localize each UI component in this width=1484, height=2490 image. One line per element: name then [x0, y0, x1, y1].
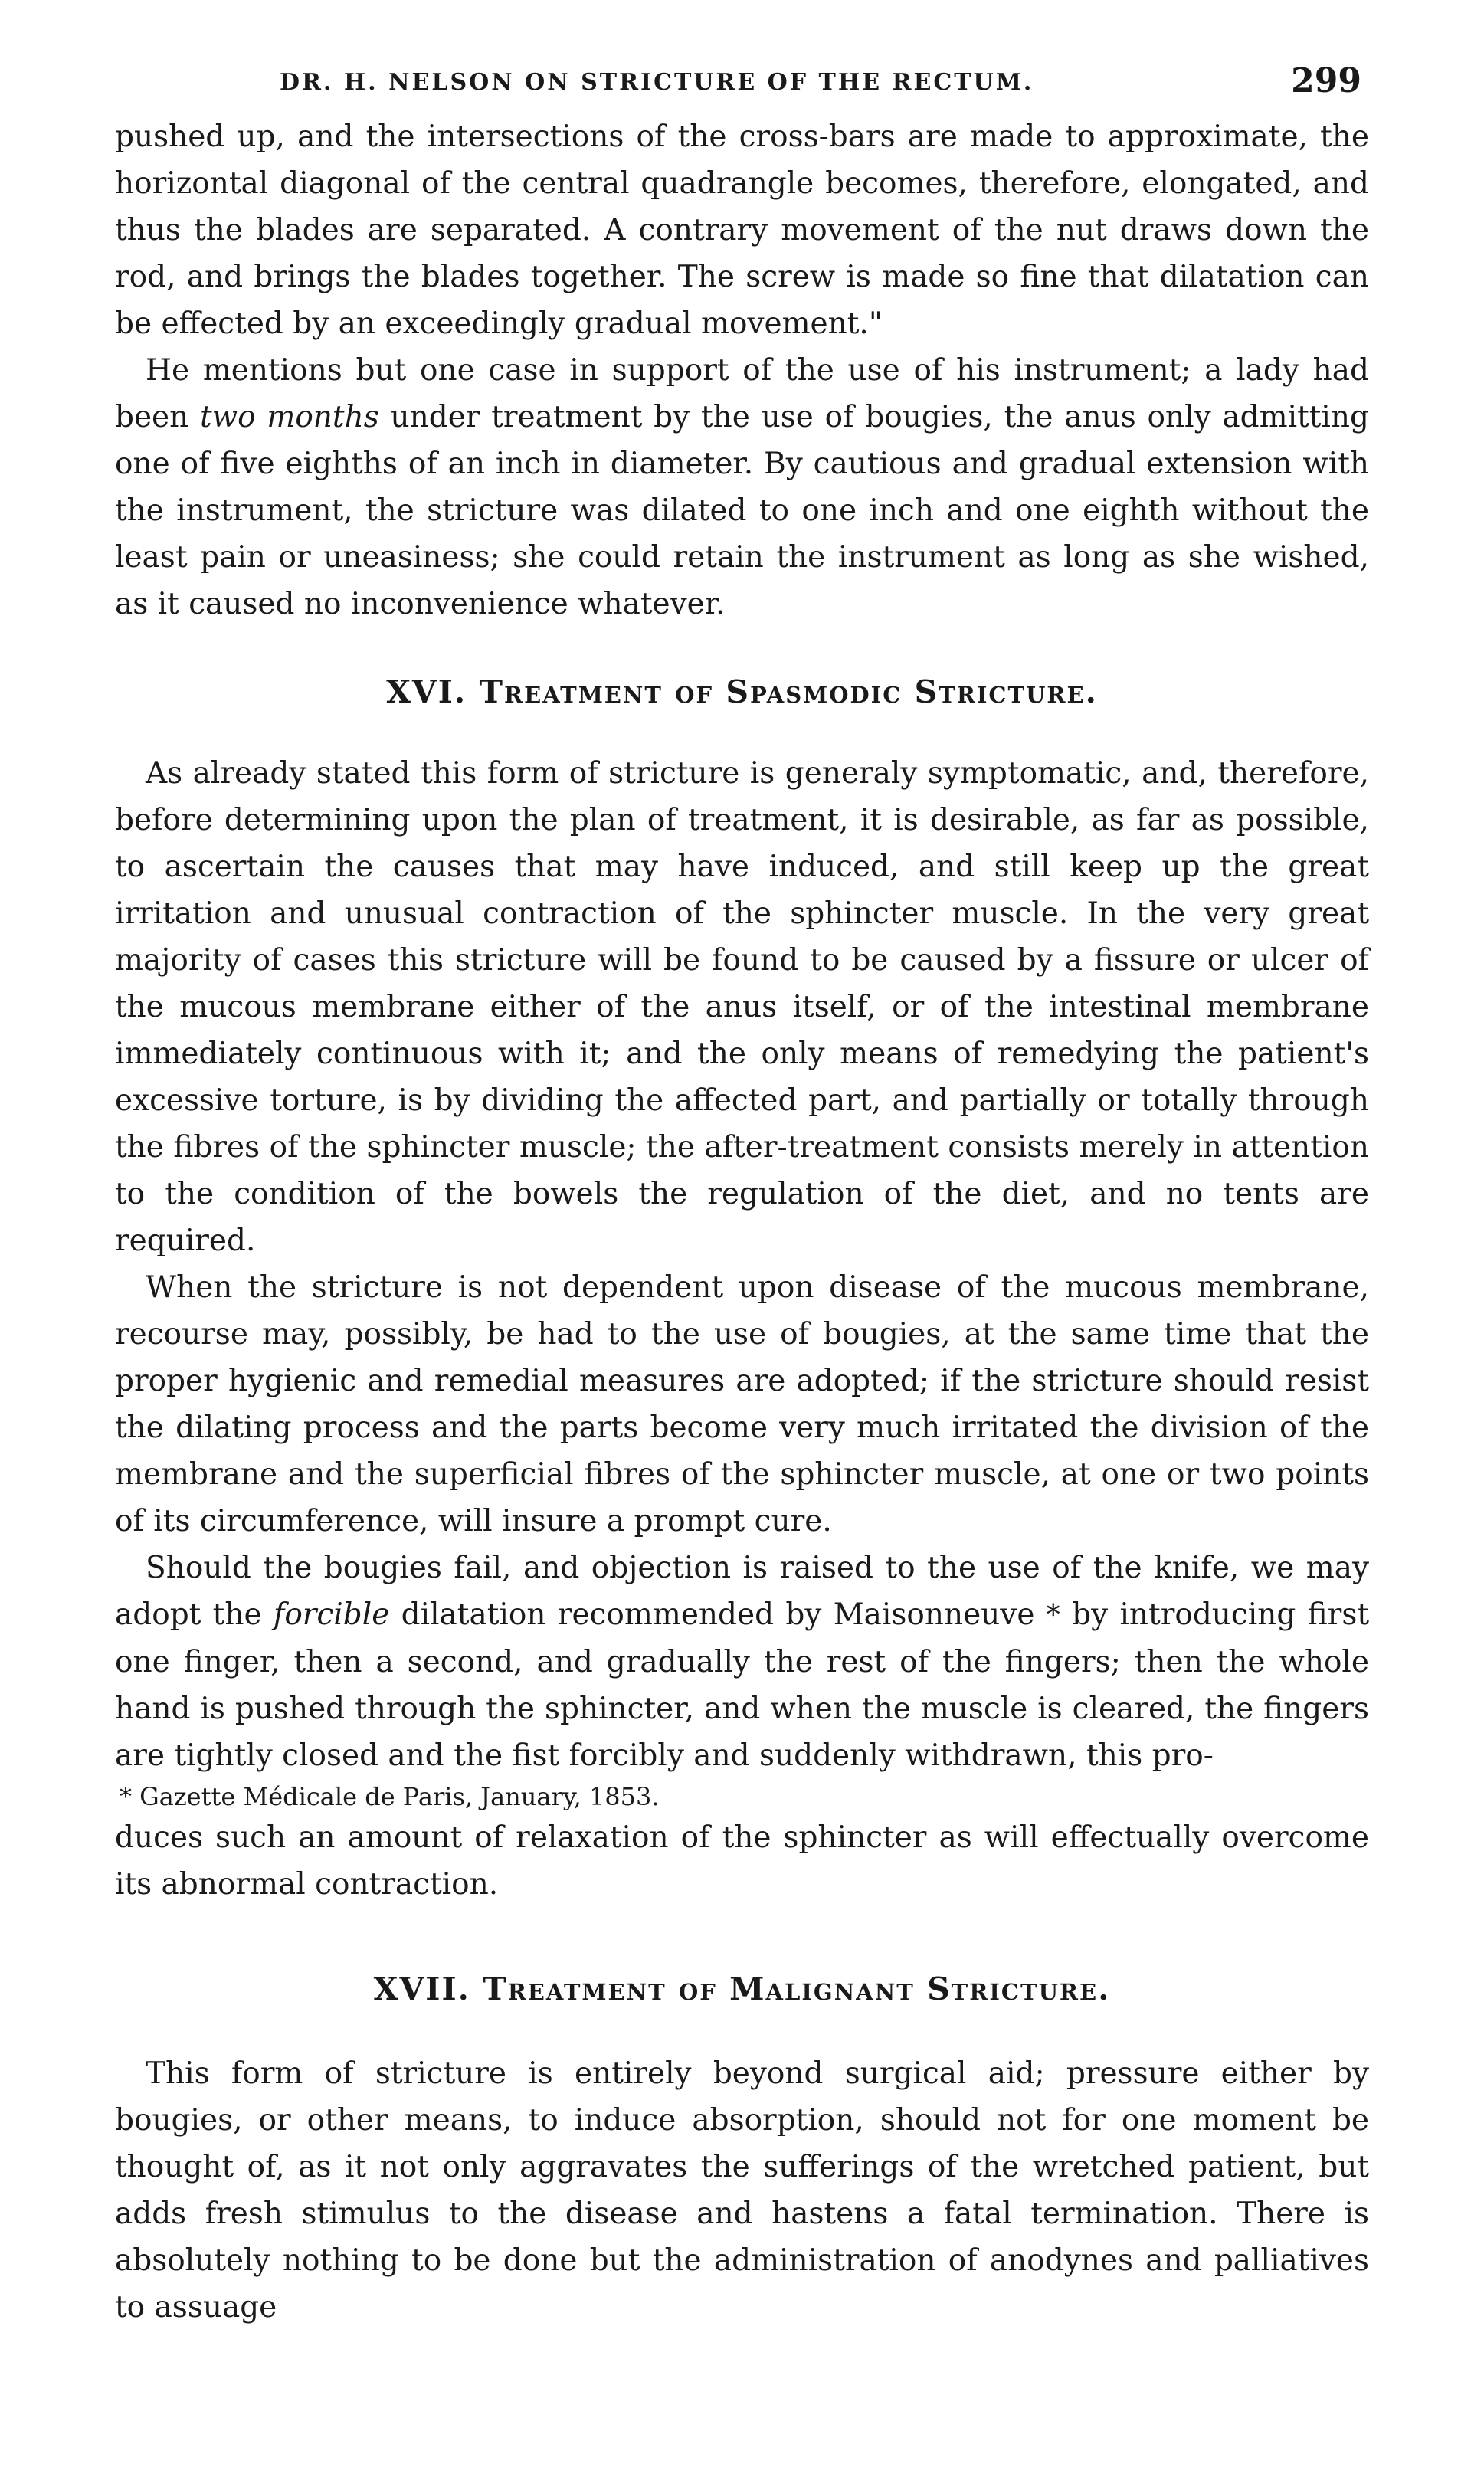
case-report-text-a: He mentions but one case in support of the use of his instrument; a lady had been	[115, 353, 1369, 434]
dilatation-text-c: by introducing first one finger, then a second, and gradually the rest of the fingers; then the whole hand is pushed through the sphincter, and when the muscle is cleared, the fingers are tightly closed and the fist forcibly and suddenly withdrawn, this pro-	[115, 1597, 1370, 1773]
dilatation-text-b: dilatation recommended by Maisonneuve	[389, 1597, 1047, 1632]
running-header	[115, 58, 1369, 113]
footnote: * Gazette Médicale de Paris, January, 1853.	[120, 1782, 660, 1811]
case-report-italic: two months	[200, 400, 379, 434]
case-report-text-b: under treatment by the use of bougies, the anus only admitting one of five eighths of an inch in diameter. By cautious and gradual extension with the instrument, the stricture was dilated to one inch and one eighth without the least pain or uneasiness; she could retain the instrument as long as she wished, as it caused no inconvenience whatever.	[115, 400, 1369, 621]
paragraph-malignant: This form of stricture is entirely beyond surgical aid; pressure either by bougies, or other means, to induce absorption, should not for one moment be thought of, as it not only aggravates the sufferings of the wretched patient, but adds fresh stimulus to the disease and hastens a fatal termination. There is absolutely nothing to be done but the administration of anodynes and palliatives to assuage	[115, 2056, 1369, 2325]
paragraph-bougies: When the stricture is not dependent upon disease of the mucous membrane, recourse may, possibly, be had to the use of bougies, at the same time that the proper hygienic and remedial measures are adopted; if the stricture should resist the dilating process and the parts become very much irritated the division of the membrane and the superficial fibres of the sphincter muscle, at one or two points of its circumference, will insure a prompt cure.	[115, 1270, 1369, 1538]
paragraph-case-report	[115, 347, 1369, 627]
paragraph-dilatation-continued: duces such an amount of relaxation of the sphincter as will effectually overcome its abnormal contraction.	[115, 1820, 1369, 1902]
paragraph-spasmodic-causes: As already stated this form of stricture is generaly symptomatic, and, therefore, before determining upon the plan of treatment, it is desirable, as far as possible, to ascertain the causes that may have induced, and still keep up the great irritation and unusual contraction of the sphincter muscle. In the very great majority of cases this stricture will be found to be caused by a fissure or ulcer of the mucous membrane either of the anus itself, or of the intestinal membrane immediately continuous with it; and the only means of remedying the patient's excessive torture, is by dividing the affected part, and partially or totally through the fibres of the sphincter muscle; the after-treatment consists merely in attention to the condition of the bowels the regulation of the diet, and no tents are required.	[115, 756, 1369, 1258]
page-number: 299	[1291, 61, 1361, 100]
section-numeral: XVI.	[386, 673, 467, 710]
footnote-marker: *	[1046, 1600, 1060, 1631]
section-numeral: XVII.	[373, 1971, 470, 2007]
dilatation-text-a: Should the bougies fail, and objection is raised to the use of the knife, we may adopt the	[115, 1551, 1369, 1632]
section-title: Treatment of Malignant Stricture.	[483, 1971, 1111, 2007]
paragraph-instrument-description: pushed up, and the intersections of the cross-bars are made to approximate, the horizontal diagonal of the central quadrangle becomes, therefore, elongated, and thus the blades are separated. A contrary movement of the nut draws down the rod, and brings the blades together. The screw is made so fine that dilatation can be effected by an exceedingly gradual movement."	[115, 120, 1369, 341]
section-title: Treatment of Spasmodic Stricture.	[479, 673, 1098, 710]
dilatation-italic: forcible	[273, 1597, 390, 1632]
paragraph-forcible-dilatation	[115, 1545, 1369, 1779]
section-heading-spasmodic	[115, 673, 1369, 710]
running-title: DR. H. NELSON ON STRICTURE OF THE RECTUM.	[280, 69, 1034, 96]
section-heading-malignant	[115, 1971, 1369, 2007]
